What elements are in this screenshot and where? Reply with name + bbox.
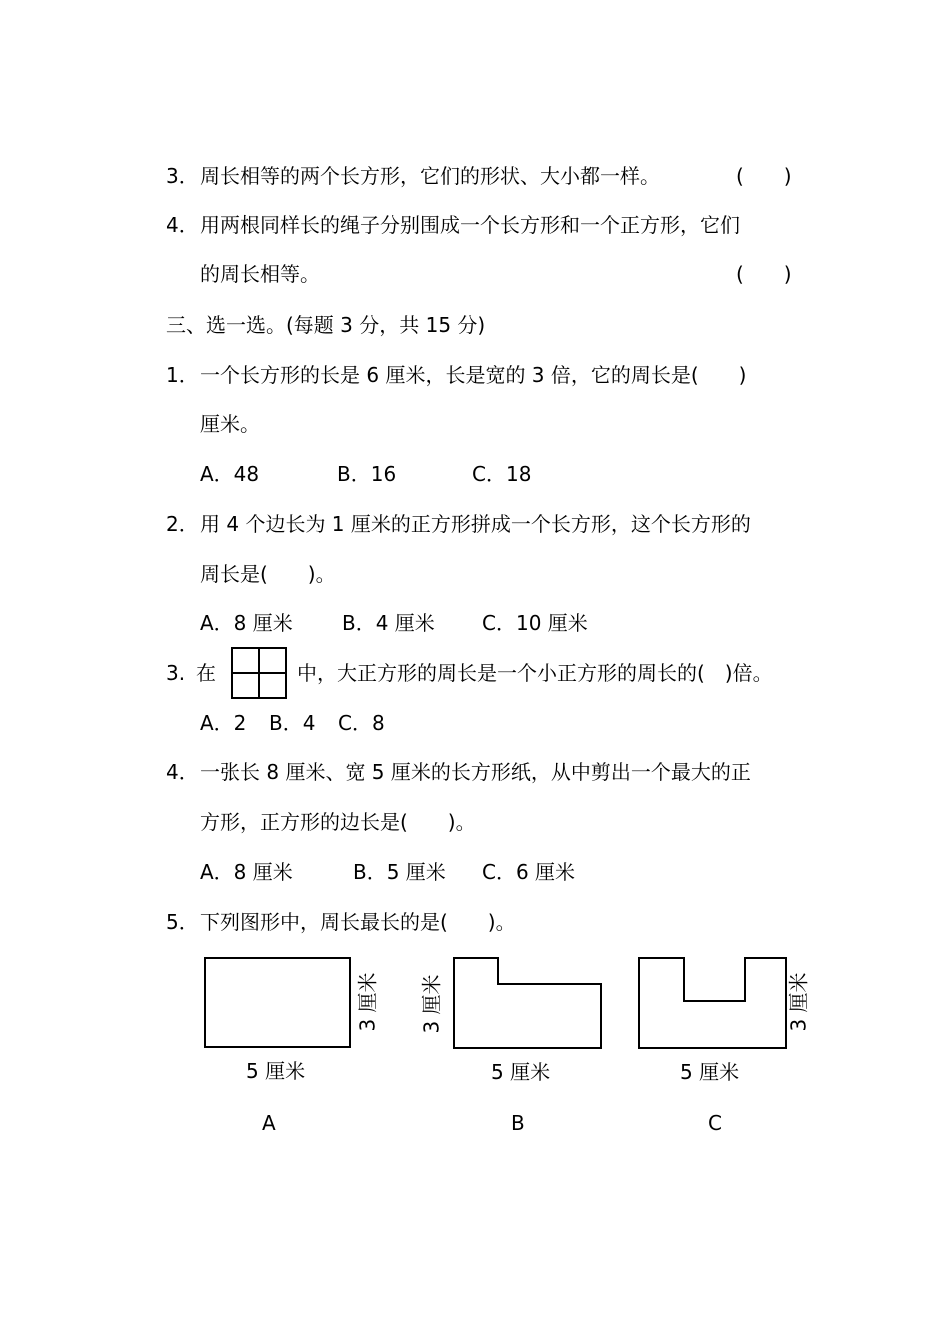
figure-a-width-label: 5 厘米 — [246, 1059, 306, 1083]
figure-b-width-label: 5 厘米 — [491, 1060, 551, 1084]
judge-q4-text-line1: 用两根同样长的绳子分别围成一个长方形和一个正方形，它们 — [200, 213, 740, 237]
choose-q1-option-a[interactable]: A．48 — [200, 462, 260, 486]
choose-q3-number: 3. — [166, 661, 186, 685]
figure-c-letter[interactable]: C — [708, 1111, 722, 1135]
judge-q3-number: 3． — [166, 164, 199, 188]
figure-a-letter[interactable]: A — [262, 1111, 276, 1135]
choose-q2-number: 2． — [166, 512, 199, 536]
judge-q4-number: 4． — [166, 213, 199, 237]
figure-a-rectangle — [202, 955, 354, 1051]
choose-q4-option-b[interactable]: B．5 厘米 — [353, 860, 446, 884]
judge-q4-text-line2: 的周长相等。 — [200, 262, 320, 286]
grid-square-figure — [230, 646, 288, 700]
figure-c-shape — [639, 958, 786, 1048]
choose-q3-option-b[interactable]: B．4 — [269, 711, 316, 735]
figure-c-width-label: 5 厘米 — [680, 1060, 740, 1084]
figure-b-shape-svg — [451, 955, 605, 1053]
choose-q3-option-a[interactable]: A．2 — [200, 711, 247, 735]
choose-q1-number: 1． — [166, 363, 199, 387]
choose-q1-text-line2: 厘米。 — [200, 412, 260, 436]
choose-q4-text-line2: 方形，正方形的边长是( )。 — [200, 810, 476, 834]
choose-q4-option-c[interactable]: C．6 厘米 — [482, 860, 576, 884]
choose-q4-text-line1: 一张长 8 厘米、宽 5 厘米的长方形纸，从中剪出一个最大的正 — [200, 760, 751, 784]
choose-q2-option-a[interactable]: A．8 厘米 — [200, 611, 293, 635]
choose-q4-option-a[interactable]: A．8 厘米 — [200, 860, 293, 884]
judge-q3-answer-blank[interactable]: ( ) — [736, 164, 792, 188]
choose-q2-option-c[interactable]: C．10 厘米 — [482, 611, 588, 635]
choose-q2-text-line1: 用 4 个边长为 1 厘米的正方形拼成一个长方形，这个长方形的 — [200, 512, 751, 536]
figure-c-shape-svg — [636, 955, 790, 1053]
figure-a-height-label: 3 厘米 — [355, 972, 380, 1032]
choose-q3-text-post: 中，大正方形的周长是一个小正方形的周长的( )倍。 — [297, 661, 773, 685]
choose-q1-option-b[interactable]: B．16 — [337, 462, 397, 486]
figure-c-height-label: 3 厘米 — [786, 972, 811, 1032]
figure-b-letter[interactable]: B — [511, 1111, 525, 1135]
choose-q3-text-pre: 在 — [196, 661, 216, 685]
choose-q5-number: 5． — [166, 910, 199, 934]
section-3-title: 三、选一选。(每题 3 分，共 15 分) — [166, 313, 486, 337]
figure-a-shape — [205, 958, 350, 1047]
judge-q3-text: 周长相等的两个长方形，它们的形状、大小都一样。 — [200, 164, 660, 188]
choose-q5-text: 下列图形中，周长最长的是( )。 — [200, 910, 516, 934]
choose-q1-option-c[interactable]: C．18 — [472, 462, 532, 486]
choose-q2-option-b[interactable]: B．4 厘米 — [342, 611, 435, 635]
judge-q4-answer-blank[interactable]: ( ) — [736, 262, 792, 286]
choose-q2-text-line2: 周长是( )。 — [200, 562, 336, 586]
figure-b-height-label: 3 厘米 — [419, 974, 444, 1034]
choose-q3-option-c[interactable]: C．8 — [338, 711, 385, 735]
choose-q4-number: 4． — [166, 760, 199, 784]
choose-q1-text-line1: 一个长方形的长是 6 厘米，长是宽的 3 倍，它的周长是( ) — [200, 363, 747, 387]
figure-b-shape — [454, 958, 601, 1048]
